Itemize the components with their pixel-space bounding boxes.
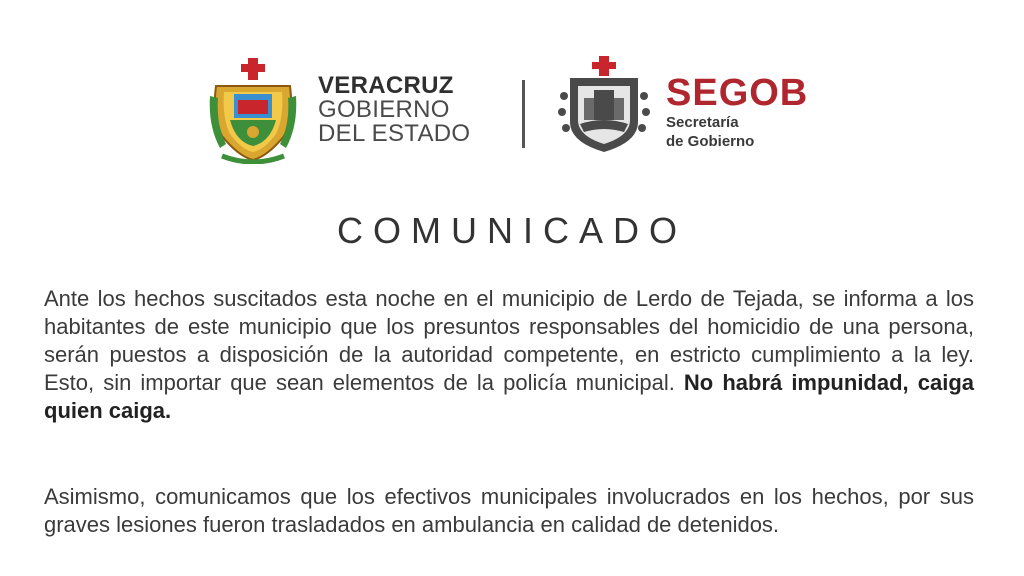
paragraph-2: Asimismo, comunicamos que los efectivos municipales involucrados en los hechos, por sus graves lesiones fueron trasladados en ambulancia en calidad de detenidos. xyxy=(44,484,974,537)
segob-shield-icon xyxy=(556,56,652,156)
logo-divider xyxy=(522,80,525,148)
document-title: COMUNICADO xyxy=(337,210,687,251)
paragraph-1-emphasis: No habrá impunidad, caiga quien caiga. xyxy=(44,370,974,423)
paragraph-1 xyxy=(44,285,974,425)
header xyxy=(0,0,1024,190)
veracruz-line3: DEL ESTADO xyxy=(318,120,471,147)
paragraph-1-text: Ante los hechos suscitados esta noche en el municipio de Lerdo de Tejada, se informa a los habitantes de este municipio que los presuntos responsables del homicidio de una persona, serán puestos a disposición de la autoridad competente, en estricto cumplimiento a la ley. Esto, sin importar que sean elementos de la policía municipal. xyxy=(44,286,974,395)
segob-title: SEGOB xyxy=(666,72,809,114)
segob-wordmark xyxy=(666,74,808,150)
veracruz-wordmark xyxy=(318,74,470,146)
veracruz-line2: GOBIERNO xyxy=(318,96,450,123)
veracruz-line1: VERACRUZ xyxy=(318,72,454,99)
segob-sub1: Secretaría xyxy=(666,114,739,131)
veracruz-coat-of-arms-icon xyxy=(208,56,298,164)
segob-sub2: de Gobierno xyxy=(666,133,755,150)
